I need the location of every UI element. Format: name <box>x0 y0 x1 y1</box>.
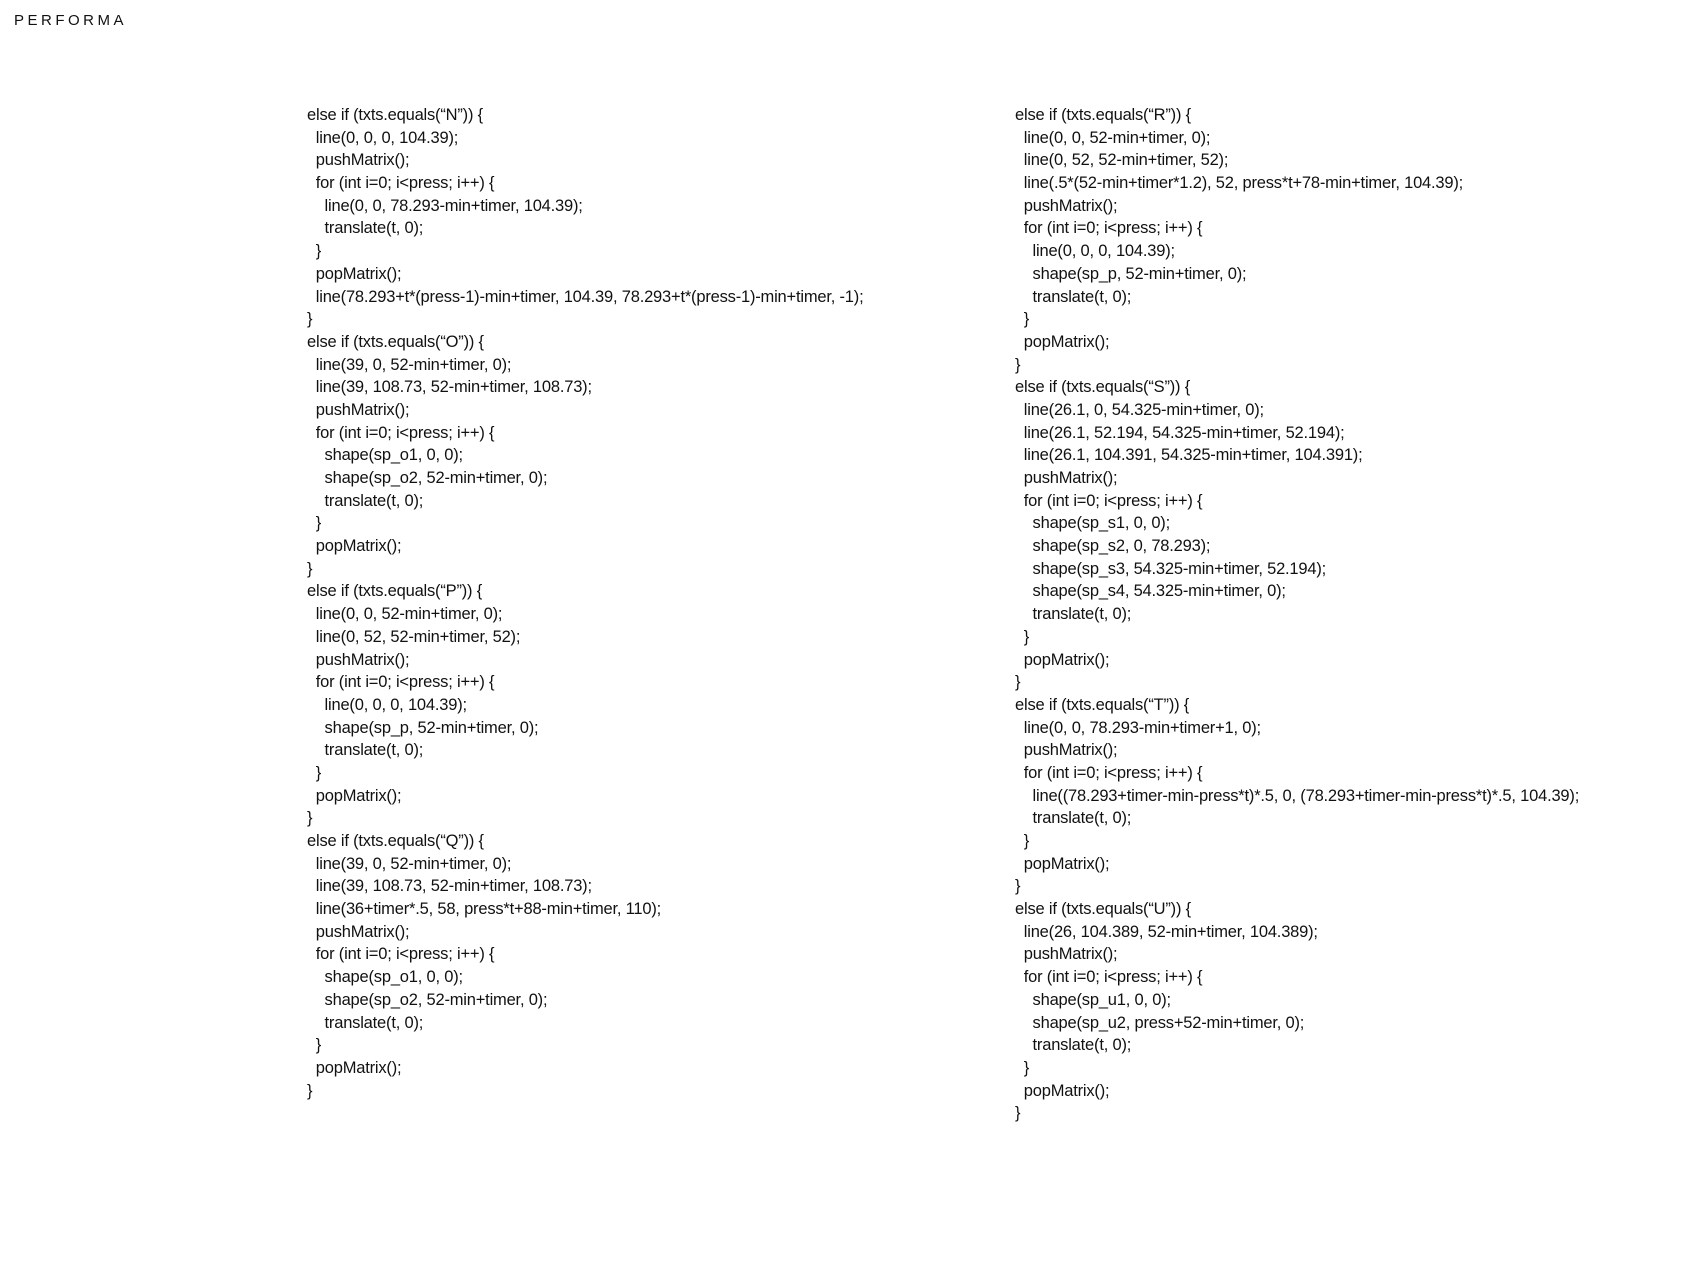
code-line: } <box>1015 627 1030 646</box>
code-line: shape(sp_s2, 0, 78.293); <box>1015 537 1211 556</box>
code-line: pushMatrix(); <box>307 922 410 941</box>
code-line: } <box>307 514 322 533</box>
code-line: line(39, 0, 52-min+timer, 0); <box>307 355 512 374</box>
code-line: translate(t, 0); <box>307 1013 424 1032</box>
code-line: for (int i=0; i<press; i++) { <box>307 423 495 442</box>
code-line: line(0, 0, 78.293-min+timer, 104.39); <box>307 196 583 215</box>
code-line: line(26, 104.389, 52-min+timer, 104.389); <box>1015 922 1318 941</box>
code-line: translate(t, 0); <box>1015 809 1132 828</box>
code-line: shape(sp_s4, 54.325-min+timer, 0); <box>1015 582 1286 601</box>
code-line: popMatrix(); <box>307 786 402 805</box>
code-line: line(0, 0, 0, 104.39); <box>307 695 467 714</box>
code-line: } <box>307 1081 313 1100</box>
code-line: line(26.1, 104.391, 54.325-min+timer, 104.391); <box>1015 446 1363 465</box>
code-line: else if (txts.equals(“N”)) { <box>307 106 483 124</box>
code-line: else if (txts.equals(“S”)) { <box>1015 378 1191 397</box>
code-line: shape(sp_u1, 0, 0); <box>1015 990 1171 1009</box>
code-line: pushMatrix(); <box>307 650 410 669</box>
code-line: popMatrix(); <box>307 1058 402 1077</box>
code-line: } <box>1015 832 1030 850</box>
code-line: shape(sp_p, 52-min+timer, 0); <box>307 718 539 737</box>
code-line: for (int i=0; i<press; i++) { <box>307 945 495 964</box>
code-line: } <box>1015 1104 1021 1123</box>
code-line: line(39, 108.73, 52-min+timer, 108.73); <box>307 877 592 896</box>
code-line: else if (txts.equals(“R”)) { <box>1015 106 1191 124</box>
code-line: for (int i=0; i<press; i++) { <box>307 174 495 193</box>
code-line: line(.5*(52-min+timer*1.2), 52, press*t+78-min+timer, 104.39); <box>1015 174 1464 193</box>
code-line: } <box>1015 310 1030 329</box>
code-line: line(0, 0, 52-min+timer, 0); <box>1015 128 1211 147</box>
code-line: popMatrix(); <box>1015 854 1110 873</box>
code-line: translate(t, 0); <box>1015 287 1132 306</box>
code-line: line(39, 108.73, 52-min+timer, 108.73); <box>307 378 592 397</box>
code-line: translate(t, 0); <box>307 219 424 238</box>
code-line: translate(t, 0); <box>1015 1036 1132 1055</box>
code-line: line(26.1, 0, 54.325-min+timer, 0); <box>1015 400 1264 419</box>
code-line: pushMatrix(); <box>1015 196 1118 215</box>
code-line: pushMatrix(); <box>307 151 410 170</box>
code-line: popMatrix(); <box>307 537 402 556</box>
code-line: shape(sp_s3, 54.325-min+timer, 52.194); <box>1015 559 1327 578</box>
code-line: line(0, 0, 78.293-min+timer+1, 0); <box>1015 718 1261 737</box>
code-line: } <box>307 559 313 578</box>
code-line: pushMatrix(); <box>1015 741 1118 760</box>
code-line: shape(sp_s1, 0, 0); <box>1015 514 1170 533</box>
code-line: line(78.293+t*(press-1)-min+timer, 104.39, 78.293+t*(press-1)-min+timer, -1); <box>307 287 864 306</box>
code-line: } <box>1015 877 1021 896</box>
code-line: } <box>1015 1058 1030 1077</box>
code-line: shape(sp_o2, 52-min+timer, 0); <box>307 990 548 1009</box>
code-line: line(0, 52, 52-min+timer, 52); <box>1015 151 1229 170</box>
code-line: pushMatrix(); <box>307 400 410 419</box>
code-line: translate(t, 0); <box>307 741 424 760</box>
code-line: popMatrix(); <box>307 264 402 283</box>
code-line: line((78.293+timer-min-press*t)*.5, 0, (78.293+timer-min-press*t)*.5, 104.39); <box>1015 786 1580 805</box>
code-line: line(36+timer*.5, 58, press*t+88-min+timer, 110); <box>307 900 662 919</box>
code-line: else if (txts.equals(“T”)) { <box>1015 695 1190 714</box>
code-line: else if (txts.equals(“U”)) { <box>1015 900 1191 919</box>
code-line: } <box>1015 355 1021 374</box>
code-line: else if (txts.equals(“P”)) { <box>307 582 483 601</box>
code-line: } <box>307 1036 322 1055</box>
code-line: line(39, 0, 52-min+timer, 0); <box>307 854 512 873</box>
code-line: popMatrix(); <box>1015 1081 1110 1100</box>
code-line: for (int i=0; i<press; i++) { <box>307 673 495 692</box>
code-column-left <box>307 104 863 1102</box>
code-line: popMatrix(); <box>1015 332 1110 351</box>
code-line: shape(sp_u2, press+52-min+timer, 0); <box>1015 1013 1305 1032</box>
code-line: } <box>307 763 322 782</box>
code-line: popMatrix(); <box>1015 650 1110 669</box>
code-line: line(0, 0, 0, 104.39); <box>307 128 459 147</box>
code-line: translate(t, 0); <box>307 491 424 510</box>
code-line: else if (txts.equals(“O”)) { <box>307 332 484 351</box>
code-line: shape(sp_p, 52-min+timer, 0); <box>1015 264 1247 283</box>
code-line: shape(sp_o1, 0, 0); <box>307 968 463 987</box>
code-line: pushMatrix(); <box>1015 945 1118 964</box>
code-line: line(0, 0, 52-min+timer, 0); <box>307 605 503 624</box>
code-line: shape(sp_o1, 0, 0); <box>307 446 463 465</box>
code-line: } <box>1015 673 1021 692</box>
code-line: else if (txts.equals(“Q”)) { <box>307 832 484 850</box>
code-line: pushMatrix(); <box>1015 469 1118 487</box>
code-line: } <box>307 809 313 828</box>
code-line: shape(sp_o2, 52-min+timer, 0); <box>307 469 548 487</box>
brand-wordmark: PERFORMA <box>14 12 128 29</box>
code-line: line(0, 0, 0, 104.39); <box>1015 242 1175 261</box>
code-line: line(26.1, 52.194, 54.325-min+timer, 52.194); <box>1015 423 1345 442</box>
code-line: for (int i=0; i<press; i++) { <box>1015 763 1203 782</box>
code-column-right <box>1015 104 1579 1125</box>
code-line: translate(t, 0); <box>1015 605 1132 624</box>
code-line: for (int i=0; i<press; i++) { <box>1015 491 1203 510</box>
code-line: } <box>307 242 322 261</box>
code-line: for (int i=0; i<press; i++) { <box>1015 219 1203 238</box>
code-line: } <box>307 310 313 329</box>
code-line: line(0, 52, 52-min+timer, 52); <box>307 627 521 646</box>
code-line: for (int i=0; i<press; i++) { <box>1015 968 1203 987</box>
